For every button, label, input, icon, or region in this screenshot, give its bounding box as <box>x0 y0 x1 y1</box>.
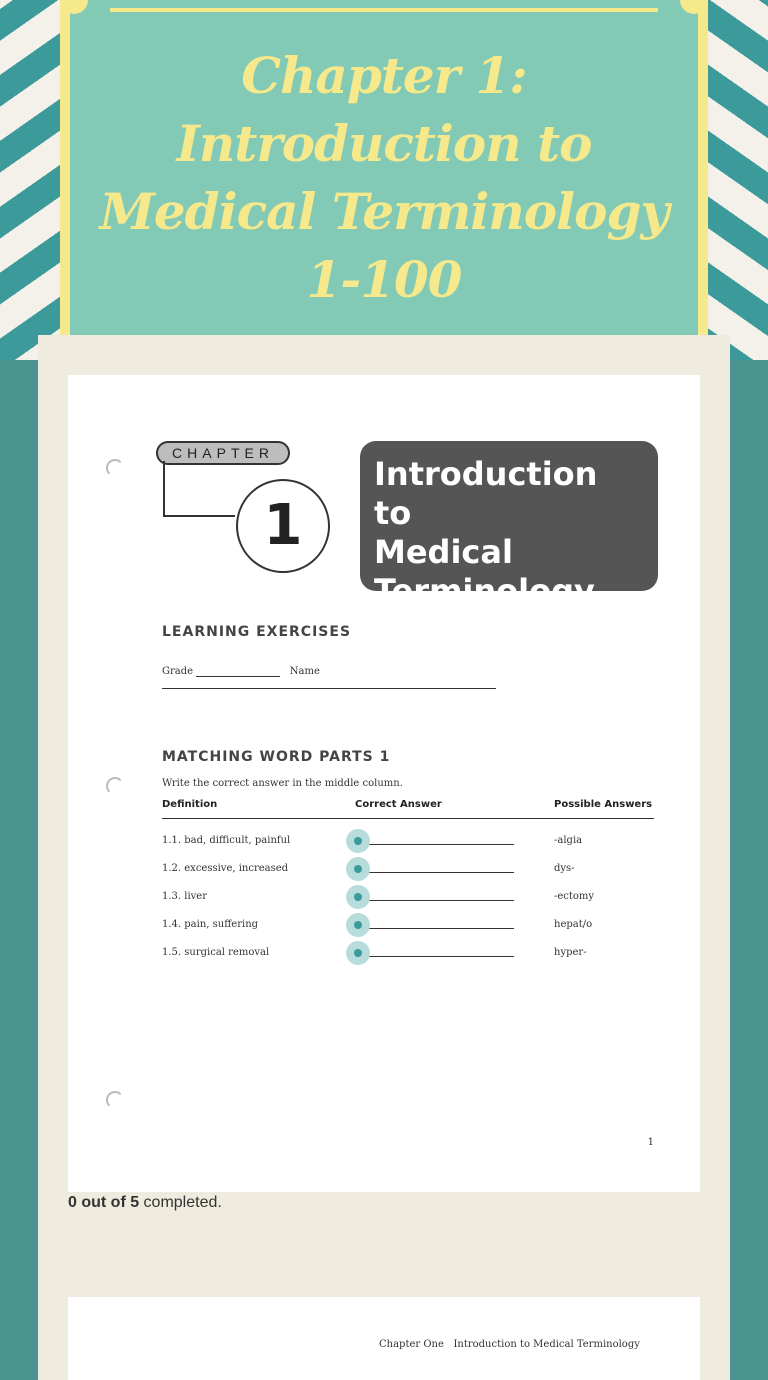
column-header-definition: Definition <box>162 799 218 810</box>
definition-text: 1.3. liver <box>162 891 208 902</box>
chapter-tag: CHAPTER <box>156 441 290 465</box>
header-rule <box>162 818 654 819</box>
column-header-possible-answers: Possible Answers <box>554 799 653 810</box>
matching-row <box>68 831 700 857</box>
definition-text: 1.5. surgical removal <box>162 947 270 958</box>
matching-row <box>68 915 700 941</box>
name-field[interactable] <box>162 677 496 689</box>
page-number: 1 <box>647 1137 654 1148</box>
banner-corner-left <box>60 0 88 14</box>
answer-drop-target[interactable] <box>346 913 370 937</box>
column-header-correct-answer: Correct Answer <box>355 799 442 810</box>
answer-line <box>356 956 514 957</box>
grade-name-line <box>162 665 652 689</box>
progress-count: 0 out of 5 <box>68 1194 140 1211</box>
matching-heading: MATCHING WORD PARTS 1 <box>162 749 391 765</box>
possible-answer[interactable]: -ectomy <box>554 891 595 902</box>
answer-drop-target[interactable] <box>346 885 370 909</box>
matching-row <box>68 887 700 913</box>
title-line: 1-100 <box>306 250 462 309</box>
possible-answer[interactable]: hepat/o <box>554 919 593 930</box>
definition-text: 1.4. pain, suffering <box>162 919 259 930</box>
binder-hole <box>106 459 124 477</box>
definition-text: 1.2. excessive, increased <box>162 863 289 874</box>
grade-label: Grade <box>162 666 194 677</box>
answer-line <box>356 928 514 929</box>
chapter-title-box <box>360 441 658 610</box>
answer-drop-target[interactable] <box>346 941 370 965</box>
title-line: Introduction to <box>176 114 592 173</box>
definition-text: 1.1. bad, difficult, painful <box>162 835 291 846</box>
matching-row <box>68 859 700 885</box>
answer-line <box>356 844 514 845</box>
progress-status <box>68 1194 222 1212</box>
progress-suffix: completed. <box>139 1194 222 1211</box>
instructions: Write the correct answer in the middle column. <box>162 778 403 789</box>
binder-hole <box>106 1091 124 1109</box>
running-head: Chapter One Introduction to Medical Terminology <box>379 1339 640 1350</box>
name-label: Name <box>289 666 320 677</box>
answer-line <box>356 872 514 873</box>
worksheet-page-2 <box>68 1297 700 1380</box>
header-banner <box>60 0 708 345</box>
chapter-title-line: Introduction to <box>374 455 598 532</box>
chapter-number: 1 <box>236 479 330 573</box>
worksheet-page-1 <box>68 375 700 1192</box>
possible-answer[interactable]: dys- <box>554 863 575 874</box>
answer-drop-target[interactable] <box>346 857 370 881</box>
banner-rule <box>110 8 658 12</box>
chapter-bracket <box>163 461 235 517</box>
possible-answer[interactable]: hyper- <box>554 947 587 958</box>
page-title <box>70 42 698 314</box>
title-line: Chapter 1: <box>241 46 527 105</box>
binder-hole <box>106 777 124 795</box>
banner-corner-right <box>680 0 708 14</box>
grade-field[interactable] <box>196 665 280 677</box>
learning-exercises-heading: LEARNING EXERCISES <box>162 624 352 640</box>
title-line: Medical Terminology <box>99 182 669 241</box>
answer-drop-target[interactable] <box>346 829 370 853</box>
striped-background-right <box>708 0 768 360</box>
chapter-title-line: Medical <box>374 533 513 571</box>
answer-line <box>356 900 514 901</box>
chapter-title-line: Terminology <box>374 572 595 610</box>
matching-row <box>68 943 700 969</box>
possible-answer[interactable]: -algia <box>554 835 583 846</box>
